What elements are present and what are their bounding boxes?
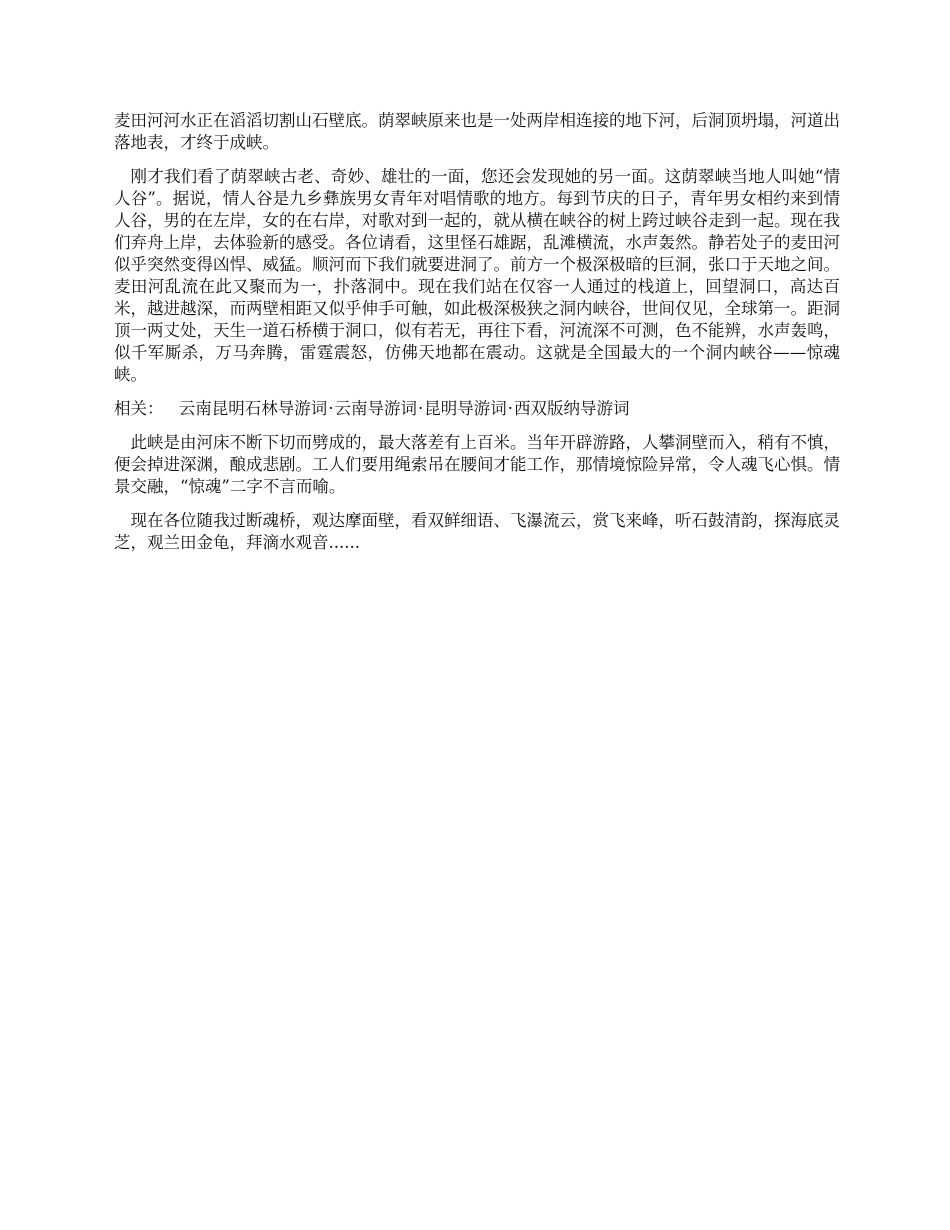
related-separator: · — [418, 399, 424, 418]
related-link-xishuangbanna[interactable]: 西双版纳导游词 — [514, 399, 630, 418]
document-body — [114, 110, 840, 566]
related-label: 相关： — [114, 399, 164, 418]
related-separator: · — [507, 399, 513, 418]
related-link-yunnan[interactable]: 云南导游词 — [334, 399, 417, 418]
related-separator: · — [328, 399, 334, 418]
related-links — [114, 398, 840, 420]
paragraph-intro: 麦田河河水正在滔滔切割山石壁底。荫翠峡原来也是一处两岸相连接的地下河，后洞顶坍塌，河道出落地表，才终于成峡。 — [114, 111, 840, 152]
paragraph-gorge-formation: 此峡是由河床不断下切而劈成的，最大落差有上百米。当年开辟游路，人攀洞壁而入，稍有不慎，便会掉进深渊，酿成悲剧。工人们要用绳索吊在腰间才能工作，那情境惊险异常，令人魂飞心惧。情景交融，“惊魂”二字不言而喻。 — [114, 433, 840, 496]
paragraph-tour-route: 现在各位随我过断魂桥，观达摩面壁，看双鲜细语、飞瀑流云，赏飞来峰，听石鼓清韵，探海底灵芝，观兰田金龟，拜滴水观音...... — [114, 511, 840, 552]
related-link-shilin[interactable]: 云南昆明石林导游词 — [178, 399, 328, 418]
paragraph-lovers-valley: 刚才我们看了荫翠峡古老、奇妙、雄壮的一面，您还会发现她的另一面。这荫翠峡当地人叫她“情人谷”。据说，情人谷是九乡彝族男女青年对唱情歌的地方。每到节庆的日子，青年男女相约来到情人谷，男的在左岸，女的在右岸，对歌对到一起的，就从横在峡谷的树上跨过峡谷走到一起。现在我们弃舟上岸，去体验新的感受。各位请看，这里怪石雄踞，乱滩横流，水声轰然。静若处子的麦田河似乎突然变得凶悍、威猛。顺河而下我们就要进洞了。前方一个极深极暗的巨洞，张口于天地之间。麦田河乱流在此又聚而为一，扑落洞中。现在我们站在仅容一人通过的栈道上，回望洞口，高达百米，越进越深，而两壁相距又似乎伸手可触，如此极深极狭之洞内峡谷，世间仅见，全球第一。距洞顶一两丈处，天生一道石桥横于洞口，似有若无，再往下看，河流深不可测，色不能辨，水声轰鸣，似千军厮杀，万马奔腾，雷霆震怒，仿佛天地都在震动。这就是全国最大的一个洞内峡谷——惊魂峡。 — [114, 167, 840, 384]
related-link-kunming[interactable]: 昆明导游词 — [424, 399, 507, 418]
